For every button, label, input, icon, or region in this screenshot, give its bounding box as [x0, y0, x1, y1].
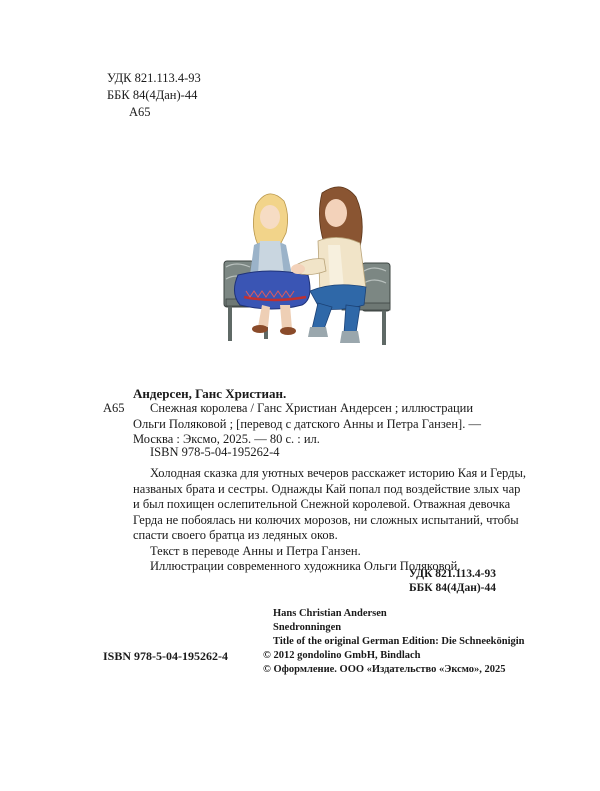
annotation-line: названых брата и сестры. Однажды Кай попал под воздействие злых чар [133, 481, 521, 496]
udk-code: УДК 821.113.4-93 [107, 71, 201, 85]
bbk-code: ББК 84(4Дан)-44 [107, 88, 198, 102]
original-title: Snedronningen [273, 622, 342, 633]
classification-block [107, 70, 201, 121]
copyright-eksmo: © Оформление. ООО «Издательство «Эксмо», 2025 [263, 664, 506, 675]
catalog-author: Андерсен, Ганс Христиан. [133, 386, 287, 401]
annotation-line: Холодная сказка для уютных вечеров расскажет историю Кая и Герды, [150, 466, 526, 480]
translation-note: Текст в переводе Анны и Петра Ганзен. [150, 543, 361, 558]
original-edition-info [263, 607, 525, 677]
udk-code-bottom: УДК 821.113.4-93 [408, 568, 496, 580]
catalog-description [133, 401, 488, 448]
illustration-two-girls-icon [218, 183, 396, 351]
author-mark: A65 [129, 105, 151, 119]
catalog-isbn: ISBN 978-5-04-195262-4 [150, 445, 280, 459]
brunette-girl-icon [291, 187, 366, 343]
annotation [133, 466, 526, 575]
illustration-note: Иллюстрации современного художника Ольги Поляковой. [150, 559, 461, 573]
annotation-line: и был похищен ослепительной Снежной королевой. Отважная девочка [133, 497, 511, 511]
catalog-code: A65 [103, 401, 125, 415]
catalog-line: Москва : Эксмо, 2025. — 80 с. : ил. [133, 432, 320, 446]
copyright-gondolino: © 2012 gondolino GmbH, Bindlach [263, 650, 421, 661]
classification-bottom [393, 567, 496, 595]
annotation-line: Герда не побоялась ни колючих морозов, ни сложных испытаний, чтобы [133, 512, 519, 527]
isbn-bottom: ISBN 978-5-04-195262-4 [103, 649, 228, 663]
catalog-line: Ольги Поляковой ; [перевод с датского Анны и Петра Ганзен]. — [133, 416, 481, 431]
catalog-line: Снежная королева / Ганс Христиан Андерсен ; иллюстрации [150, 401, 474, 415]
german-title: Title of the original German Edition: Die Schneekönigin [273, 636, 525, 647]
annotation-line: спасти своего братца из ледяных оков. [133, 528, 338, 542]
original-author: Hans Christian Andersen [273, 608, 387, 619]
bbk-code-bottom: ББК 84(4Дан)-44 [409, 582, 496, 594]
